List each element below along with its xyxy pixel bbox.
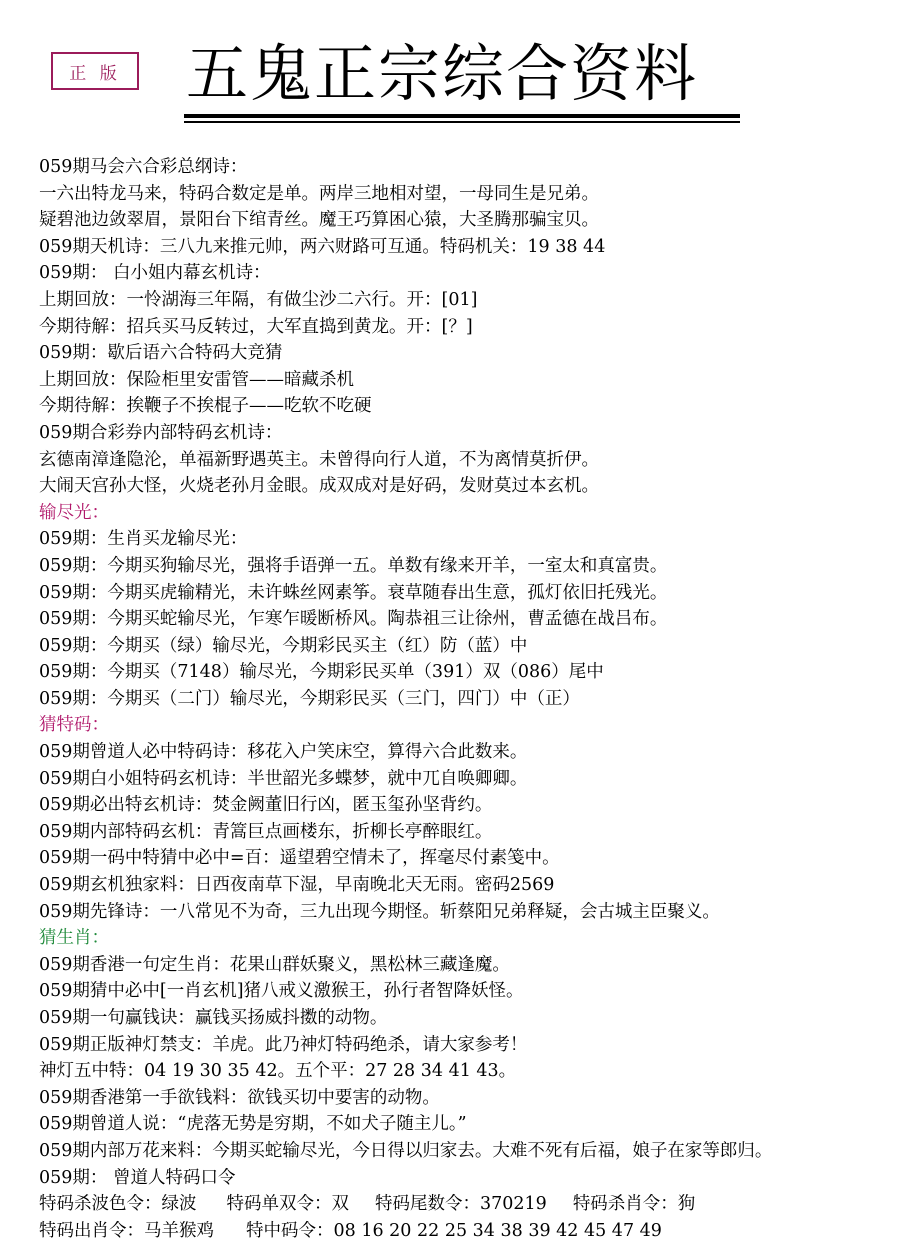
text-line: 059期：今期买狗输尽光，强将手语弹一五。单数有缘来开羊，一室太和真富贵。 bbox=[39, 555, 668, 576]
text-line: 059期合彩券内部特码玄机诗： bbox=[39, 422, 283, 443]
code-kill-zodiac: 特码杀肖令：狗 bbox=[572, 1194, 696, 1215]
text-line: 059期马会六合彩总纲诗： bbox=[39, 157, 248, 177]
text-line: 059期白小姐特码玄机诗：半世韶光多蝶梦，就中兀自唤卿卿。 bbox=[39, 768, 528, 789]
text-line: 今期待解：招兵买马反转过，大军直捣到黄龙。开：[？] bbox=[39, 316, 473, 337]
text-line: 玄德南漳逢隐沦，单福新野遇英主。未曾得向行人道，不为离情莫折伊。 bbox=[39, 449, 599, 470]
text-line: 上期回放：保险柜里安雷管——暗藏杀机 bbox=[39, 369, 354, 390]
document-body bbox=[39, 154, 884, 1244]
text-line: 059期先锋诗：一八常见不为奇，三九出现今期怪。斩蔡阳兄弟释疑，会古城主臣聚义。 bbox=[39, 901, 720, 922]
text-line: 059期玄机独家料：日西夜南草下湿，早南晚北天无雨。密码2569 bbox=[39, 875, 555, 896]
text-line: 今期待解：挨鞭子不挨棍子——吃软不吃硬 bbox=[39, 396, 372, 417]
code-row-1 bbox=[39, 1191, 884, 1218]
text-line: 059期猜中必中[一肖玄机]猪八戒义激猴王，孙行者智降妖怪。 bbox=[39, 981, 524, 1002]
text-line: 059期必出特玄机诗：焚金阙董旧行凶，匿玉玺孙坚背约。 bbox=[39, 795, 493, 816]
edition-badge: 正 版 bbox=[51, 52, 139, 90]
text-line: 059期： 曾道人特码口令 bbox=[39, 1167, 236, 1188]
text-line: 疑碧池边敛翠眉，景阳台下绾青丝。魔王巧算困心猿，大圣腾那骗宝贝。 bbox=[39, 210, 599, 231]
code-tail-number: 特码尾数令：370219 bbox=[375, 1194, 547, 1215]
code-wave-color: 特码杀波色令：绿波 bbox=[39, 1194, 197, 1215]
text-line: 059期：今期买蛇输尽光，乍寒乍暖断桥风。陶恭祖三让徐州，曹孟德在战吕布。 bbox=[39, 609, 668, 630]
text-line: 大闹天宫孙大怪，火烧老孙月金眼。成双成对是好码，发财莫过本玄机。 bbox=[39, 476, 599, 497]
section-heading: 猜生肖： bbox=[39, 928, 109, 949]
text-line: 059期天机诗：三八九来推元帅，两六财路可互通。特码机关：19 38 44 bbox=[39, 236, 606, 257]
text-line: 059期内部万花来料：今期买蛇输尽光，今日得以归家去。大难不死有后福，娘子在家等郎归。 bbox=[39, 1140, 773, 1161]
text-line: 059期正版神灯禁支：羊虎。此乃神灯特码绝杀，请大家参考！ bbox=[39, 1034, 528, 1055]
section-heading: 猜特码： bbox=[39, 715, 109, 736]
code-out-zodiac: 特码出肖令：马羊猴鸡 bbox=[39, 1220, 214, 1241]
text-line: 059期： 白小姐内幕玄机诗： bbox=[39, 263, 271, 284]
text-line: 059期：今期买（二门）输尽光，今期彩民买（三门，四门）中（正） bbox=[39, 688, 580, 709]
code-row-2 bbox=[39, 1218, 884, 1245]
text-line: 059期曾道人必中特码诗：移花入户笑床空，算得六合此数来。 bbox=[39, 742, 528, 763]
text-line: 059期曾道人说：“虎落无势是穷期，不如犬子随主儿。” bbox=[39, 1114, 467, 1135]
text-line: 059期：今期买（7148）输尽光，今期彩民买单（391）双（086）尾中 bbox=[39, 662, 604, 683]
code-odd-even: 特码单双令：双 bbox=[226, 1194, 349, 1215]
text-line: 059期：生肖买龙输尽光： bbox=[39, 529, 248, 550]
text-line: 059期：今期买虎输精光，未许蛛丝网素筝。衰草随春出生意，孤灯依旧托残光。 bbox=[39, 582, 668, 603]
text-line: 059期：歇后语六合特码大竞猜 bbox=[39, 343, 283, 364]
title-underline-thin bbox=[184, 121, 740, 123]
text-line: 神灯五中特：04 19 30 35 42。五个平：27 28 34 41 43。 bbox=[39, 1061, 517, 1082]
text-line: 059期内部特码玄机：青篙巨点画楼东，折柳长亭醉眼红。 bbox=[39, 821, 493, 842]
text-line: 059期香港一句定生肖：花果山群妖聚义，黑松林三藏逢魔。 bbox=[39, 954, 510, 975]
text-line: 上期回放：一怜湖海三年隔，有做尘沙二六行。开：[01] bbox=[39, 289, 478, 310]
text-line: 059期一码中特猜中必中=百：遥望碧空情未了，挥毫尽付素笺中。 bbox=[39, 848, 560, 869]
text-line: 059期一句赢钱诀：赢钱买扬威抖擞的动物。 bbox=[39, 1008, 388, 1028]
text-line: 059期香港第一手欲钱料：欲钱买切中要害的动物。 bbox=[39, 1087, 440, 1108]
section-heading: 输尽光： bbox=[39, 502, 109, 523]
title-underline bbox=[184, 114, 740, 118]
text-line: 059期：今期买（绿）输尽光，今期彩民买主（红）防（蓝）中 bbox=[39, 635, 528, 656]
text-line: 一六出特龙马来，特码合数定是单。两岸三地相对望，一母同生是兄弟。 bbox=[39, 183, 599, 204]
code-hit-numbers: 特中码令：08 16 20 22 25 34 38 39 42 45 47 49 bbox=[246, 1220, 662, 1241]
text-lines bbox=[39, 154, 884, 1191]
page-title: 五鬼正宗综合资料 bbox=[186, 37, 699, 110]
